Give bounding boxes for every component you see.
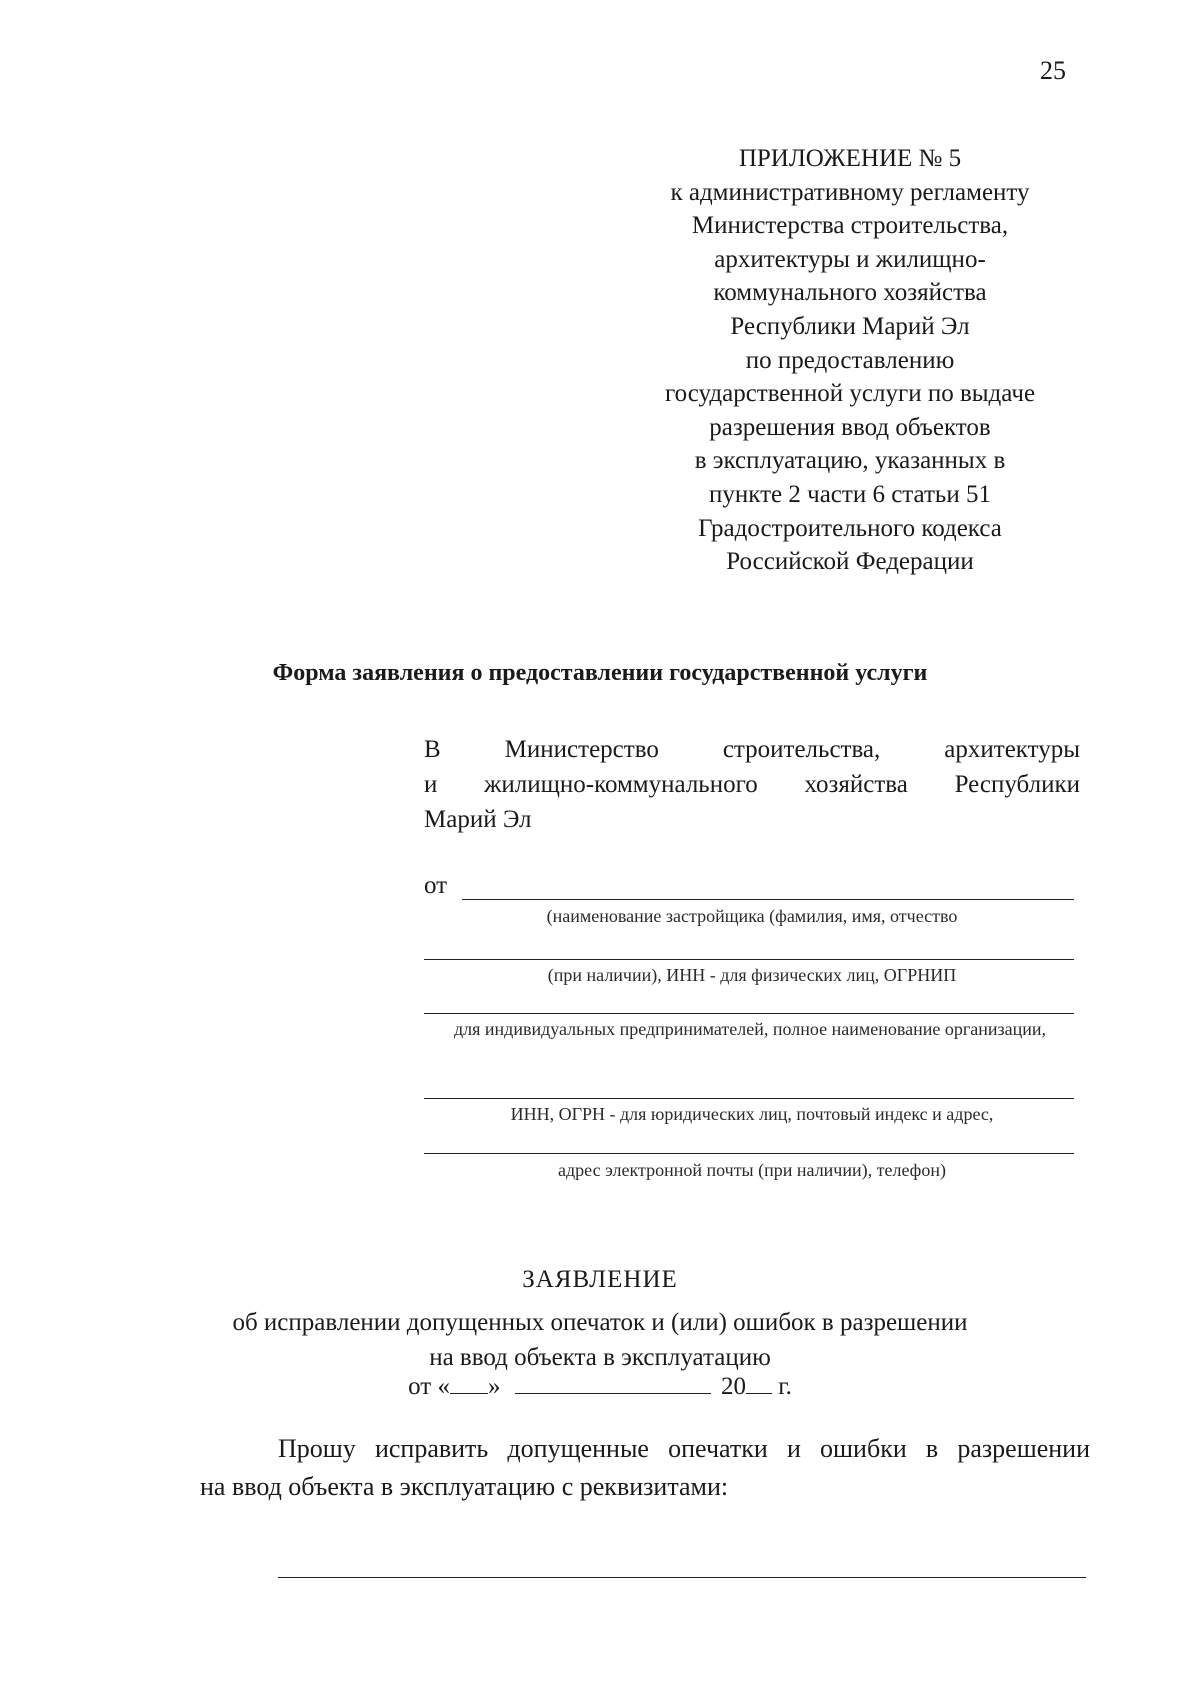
field-caption: (при наличии), ИНН - для физических лиц, ОГРНИП — [547, 965, 957, 985]
date-day-field[interactable] — [450, 1373, 488, 1394]
date-year-field[interactable] — [746, 1373, 772, 1394]
appendix-line: архитектуры и жилищно- — [714, 245, 986, 273]
applicant-ogrnip-line[interactable] — [424, 1013, 1074, 1014]
date-prefix: от « — [408, 1373, 450, 1400]
page-number: 25 — [1040, 56, 1066, 85]
appendix-line: разрешения ввод объектов — [709, 413, 991, 441]
addressee-line: В Министерство строительства, архитектуры — [424, 736, 1080, 763]
field-caption: ИНН, ОГРН - для юридических лиц, почтовый индекс и адрес, — [510, 1104, 994, 1124]
requisites-line[interactable] — [278, 1577, 1086, 1578]
form-title: Форма заявления о предоставлении государственной услуги — [272, 660, 928, 686]
appendix-line: Российской Федерации — [726, 548, 974, 576]
statement-subtitle-line: об исправлении допущенных опечаток и (или) ошибок в разрешении — [232, 1309, 968, 1336]
field-caption: для индивидуальных предпринимателей, полное наименование организации, — [453, 1019, 1047, 1039]
appendix-line: коммунального хозяйства — [713, 279, 987, 307]
appendix-header — [630, 142, 1070, 579]
applicant-name-line[interactable] — [462, 899, 1074, 900]
date-month-field[interactable] — [515, 1373, 711, 1394]
appendix-line: Республики Марий Эл — [730, 312, 970, 340]
appendix-line: ПРИЛОЖЕНИЕ № 5 — [738, 145, 962, 172]
statement-title: ЗАЯВЛЕНИЕ — [522, 1266, 678, 1293]
addressee-line: и жилищно-коммунального хозяйства Республики — [424, 771, 1080, 798]
applicant-ogrn-line[interactable] — [424, 1098, 1074, 1099]
appendix-line: государственной услуги по выдаче — [664, 380, 1036, 408]
from-label: от — [424, 872, 448, 899]
date-suffix: г. — [778, 1373, 792, 1400]
addressee-block — [424, 732, 1080, 837]
date-quote-close: » — [487, 1373, 501, 1400]
request-line: Прошу исправить допущенные опечатки и ошибки в разрешении — [278, 1434, 1090, 1463]
field-caption: (наименование застройщика (фамилия, имя, отчество — [546, 906, 958, 926]
statement-date — [0, 1373, 1200, 1401]
appendix-line: в эксплуатацию, указанных в — [694, 447, 1006, 475]
request-paragraph — [200, 1430, 1090, 1506]
applicant-inn-line[interactable] — [424, 959, 1074, 960]
field-caption: адрес электронной почты (при наличии), телефон) — [558, 1160, 946, 1180]
appendix-line: Министерства строительства, — [691, 212, 1009, 240]
appendix-line: пункте 2 части 6 статьи 51 — [709, 480, 991, 508]
statement-subtitle — [0, 1305, 1200, 1375]
date-year-prefix: 20 — [720, 1373, 746, 1400]
appendix-line: по предоставлению — [745, 346, 955, 374]
statement-subtitle-line: на ввод объекта в эксплуатацию — [429, 1344, 771, 1371]
request-line: на ввод объекта в эксплуатацию с реквизитами: — [200, 1472, 729, 1501]
appendix-line: Градостроительного кодекса — [698, 514, 1002, 542]
appendix-line: к административному регламенту — [670, 178, 1030, 206]
addressee-line: Марий Эл — [424, 806, 532, 833]
applicant-contact-line[interactable] — [424, 1153, 1074, 1154]
